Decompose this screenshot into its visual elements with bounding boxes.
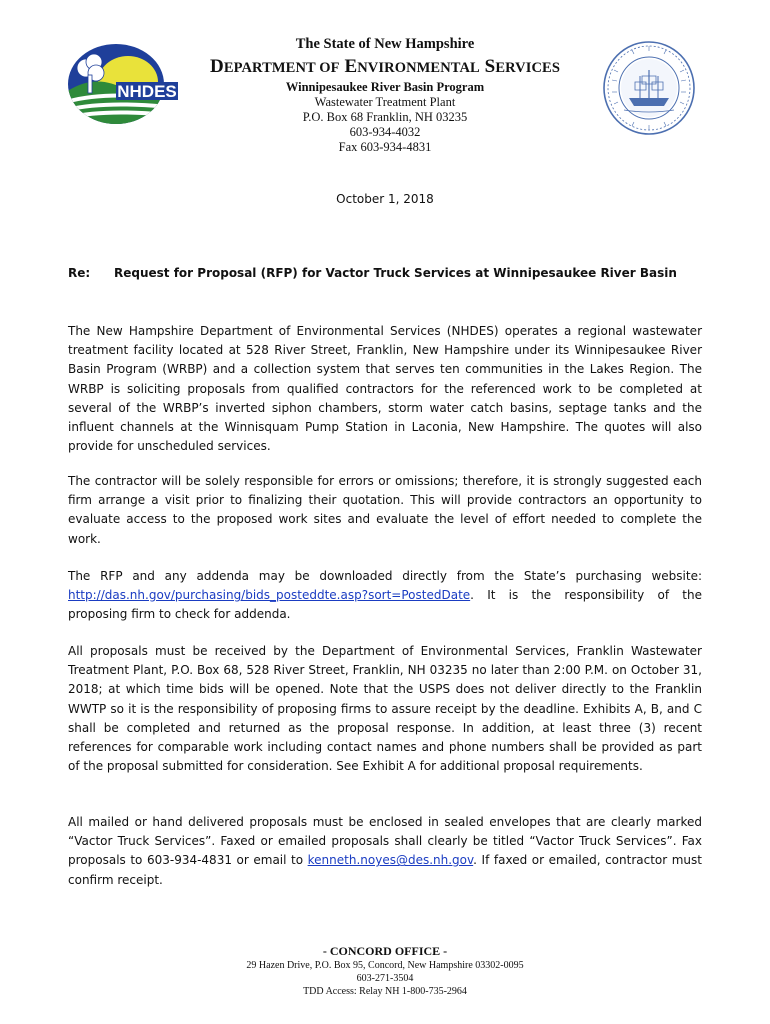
dept-initial-e: E bbox=[344, 56, 358, 77]
paragraph-5 bbox=[68, 813, 702, 890]
dept-part-1: EPARTMENT OF bbox=[223, 60, 340, 76]
dept-initial-d: D bbox=[210, 56, 224, 77]
state-seal-icon bbox=[602, 40, 696, 136]
subject-line: Request for Proposal (RFP) for Vactor Truck Services at Winnipesaukee River Basin bbox=[114, 266, 677, 280]
letter-date: October 1, 2018 bbox=[336, 192, 434, 206]
purchasing-website-link[interactable]: http://das.nh.gov/purchasing/bids_posteddte.asp?sort=PostedDate bbox=[68, 588, 471, 603]
paragraph-3-text-b: . It is the responsibility of the proposing firm to check for addenda. bbox=[68, 588, 702, 622]
dept-initial-s: S bbox=[484, 56, 496, 77]
paragraph-1: The New Hampshire Department of Environmental Services (NHDES) operates a regional wastewater treatment facility located at 528 River Street, Franklin, New Hampshire under its Winnipesaukee River Basin Program (WRBP) and a collection system that serves ten communities in the Lakes Region. The WRBP is soliciting proposals from qualified contractors for the referenced work to be completed at several of the WRBP’s inverted siphon chambers, storm water catch basins, septage tanks and the influent channels at the Winnisquam Pump Station in Laconia, New Hampshire. The quotes will also provide for unscheduled services. bbox=[68, 324, 702, 454]
department-name bbox=[170, 56, 600, 79]
fax-number: Fax 603-934-4831 bbox=[338, 140, 432, 154]
dept-part-3: ERVICES bbox=[495, 60, 560, 76]
footer bbox=[0, 944, 770, 998]
footer-tdd: TDD Access: Relay NH 1-800-735-2964 bbox=[303, 986, 467, 997]
paragraph-5-text-b: . If faxed or emailed, contractor must confirm receipt. bbox=[68, 853, 702, 887]
logo-text: NHDES bbox=[117, 82, 177, 101]
footer-address: 29 Hazen Drive, P.O. Box 95, Concord, New Hampshire 03302-0095 bbox=[246, 960, 524, 971]
footer-phone: 603-271-3504 bbox=[356, 973, 414, 984]
phone-number: 603-934-4032 bbox=[349, 125, 421, 139]
plant-name: Wastewater Treatment Plant bbox=[314, 95, 456, 109]
paragraph-5-text-a: All mailed or hand delivered proposals must be enclosed in sealed envelopes that are clearly marked “Vactor Truck Services”. Faxed or emailed proposals shall clearly be titled “Vactor Truck Services”. Fax proposals to 603-934-4831 or email to bbox=[68, 815, 702, 868]
dept-part-2: NVIRONMENTAL bbox=[357, 60, 480, 76]
program-name: Winnipesaukee River Basin Program bbox=[285, 80, 485, 94]
paragraph-3 bbox=[68, 567, 702, 625]
state-name: The State of New Hampshire bbox=[295, 36, 475, 52]
paragraph-4: All proposals must be received by the Department of Environmental Services, Franklin Wastewater Treatment Plant, P.O. Box 68, 528 River Street, Franklin, NH 03235 no later than 2:00 P.M. on October 31, 2018; at which time bids will be opened. Note that the USPS does not deliver directly to the Franklin WWTP so it is the responsibility of proposing firms to assure receipt by the deadline. Exhibits A, B, and C shall be completed and returned as the proposal response. In addition, at least three (3) recent references for comparable work including contact names and phone numbers shall be provided as part of the proposal submitted for consideration. See Exhibit A for additional proposal requirements. bbox=[68, 644, 702, 774]
letterhead bbox=[170, 36, 600, 155]
nhdes-logo bbox=[66, 42, 180, 128]
email-link[interactable]: kenneth.noyes@des.nh.gov bbox=[307, 853, 474, 868]
footer-title: - CONCORD OFFICE - bbox=[322, 944, 448, 958]
mailing-address: P.O. Box 68 Franklin, NH 03235 bbox=[302, 110, 468, 124]
paragraph-2: The contractor will be solely responsible for errors or omissions; therefore, it is strongly suggested each firm arrange a visit prior to finalizing their quotation. This will provide contractors an opportunity to evaluate access to the proposed work sites and evaluate the level of effort needed to complete the work. bbox=[68, 474, 702, 546]
paragraph-3-text-a: The RFP and any addenda may be downloaded directly from the State’s purchasing website: bbox=[68, 569, 702, 583]
re-label: Re: bbox=[68, 266, 91, 280]
